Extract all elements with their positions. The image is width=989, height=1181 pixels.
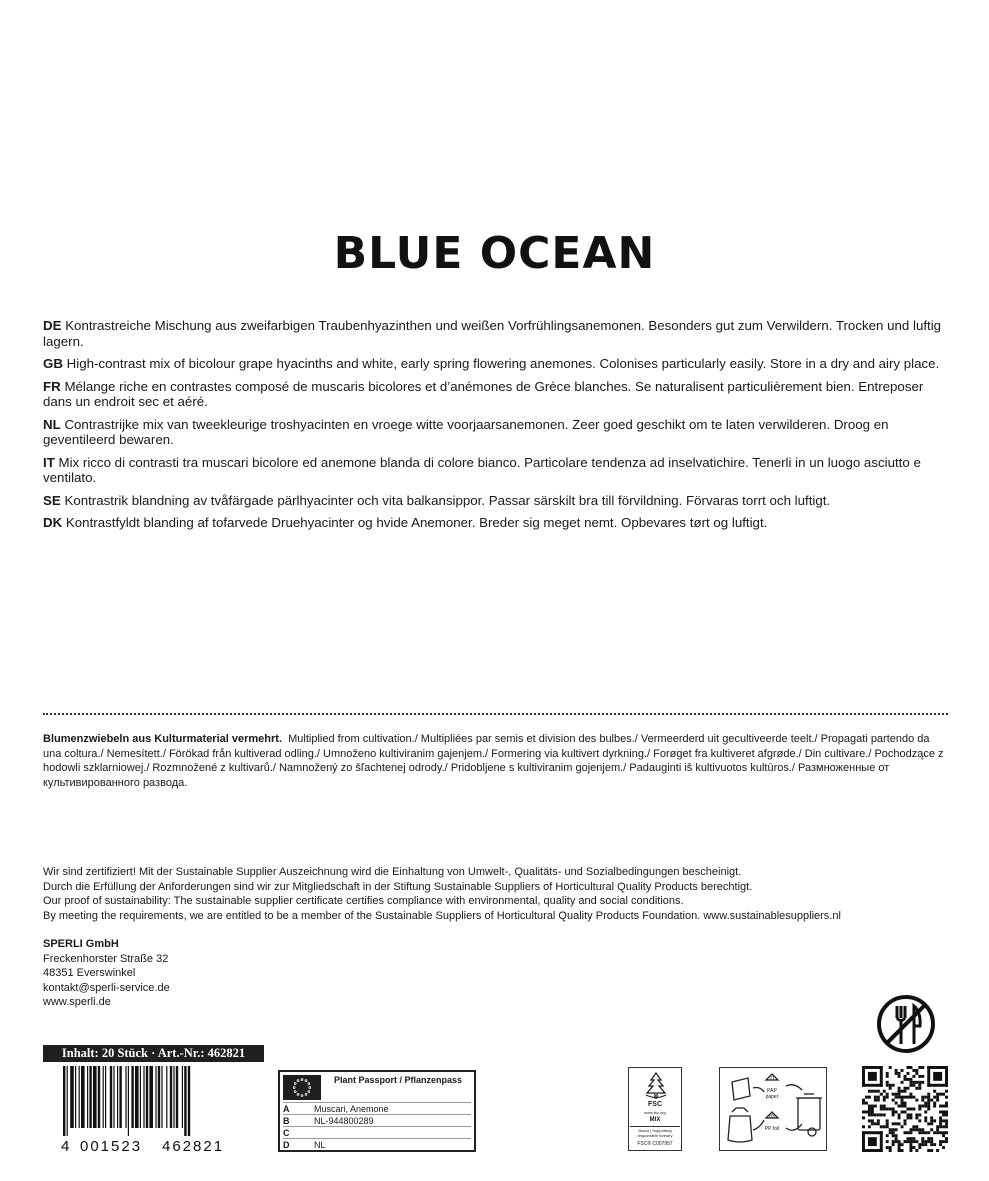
description-fr: FR Mélange riche en contrastes composé de muscaris bicolores et d’anémones de Grèce blanches. Se naturalisent particulièrement bien. Entreposer dans un endroit sec et aéré.	[43, 378, 924, 409]
fsc-tree-icon	[643, 1072, 669, 1100]
cert-line: Durch die Erfüllung der Anforderungen sind wir zur Mitgliedschaft in der Stiftung Sustainable Suppliers of Horticultural Quality Products berechtigt.	[43, 880, 753, 893]
fsc-claim: Board | Supporting responsible forestry	[630, 1126, 680, 1138]
fsc-label	[628, 1067, 682, 1151]
fsc-site: www.fsc.org	[644, 1110, 666, 1115]
eu-flag-icon	[283, 1075, 321, 1100]
product-title: BLUE OCEAN	[333, 228, 656, 279]
company-street: Freckenhorster Straße 32	[43, 952, 169, 965]
company-email[interactable]: kontakt@sperli-service.de	[43, 981, 170, 994]
fsc-code: FSC® C007957	[637, 1141, 673, 1147]
fsc-text: FSC	[648, 1101, 662, 1108]
cert-line: By meeting the requirements, we are entitled to be a member of the Sustainable Suppliers of Horticultural Quality Products Foundation. www.sustainablesuppliers.nl	[43, 909, 841, 922]
description-de: DE Kontrastreiche Mischung aus zweifarbigen Traubenhyazinthen und weißen Vorfrühlingsanemonen. Besonders gut zum Verwildern. Trocken und luftig lagern.	[43, 318, 942, 349]
passport-row-c: C	[283, 1126, 471, 1139]
content-article-badge: Inhalt: 20 Stück · Art.-Nr.: 462821	[43, 1045, 264, 1062]
barcode-digits-right: 462821	[162, 1138, 225, 1155]
description-dk: DK Kontrastfyldt blanding af tofarvede Druehyacinter og hvide Anemoner. Breder sig meget nemt. Opbevares tørt og luftigt.	[43, 515, 768, 530]
company-city: 48351 Everswinkel	[43, 967, 136, 979]
barcode-digit-first: 4	[61, 1138, 72, 1155]
paper-label: PAP paper	[765, 1088, 779, 1100]
cert-line: Our proof of sustainability: The sustainable supplier certificate certifies compliance with environmental, quality and social conditions.	[43, 895, 684, 907]
passport-row-d: D NL	[283, 1138, 471, 1151]
pp-code: 05	[769, 1114, 775, 1120]
company-website[interactable]: www.sperli.de	[43, 996, 111, 1008]
description-it: IT Mix ricco di contrasti tra muscari bicolore ed anemone blanda di colore bianco. Particolare tendenza ad inselvatichire. Tenerli in un luogo asciutto e ventilato.	[43, 454, 921, 485]
barcode-icon	[43, 1066, 243, 1136]
dotted-divider	[43, 713, 948, 715]
recycling-label	[719, 1067, 827, 1151]
company-name: SPERLI GmbH	[43, 938, 119, 950]
description-gb: GB High-contrast mix of bicolour grape hyacinths and white, early spring flowering anemones. Colonises particularly easily. Store in a dry and airy place.	[43, 356, 940, 371]
pp-label: PP foil	[764, 1126, 780, 1132]
passport-row-a: A Muscari, Anemone	[283, 1102, 471, 1115]
fsc-mix: MIX	[649, 1117, 661, 1123]
passport-title: Plant Passport / Pflanzenpass	[333, 1075, 463, 1085]
paper-code: 21	[769, 1076, 775, 1082]
company-address	[43, 937, 170, 1010]
description-se: SE Kontrastrik blandning av tvåfärgade pärlhyacinter och vita balkansippor. Passar särskilt bra till förvildning. Förvaras torrt och luftigt.	[43, 492, 831, 508]
passport-row-b: B NL-944800289	[283, 1114, 471, 1127]
plant-passport	[278, 1070, 476, 1152]
description-nl: NL Contrastrijke mix van tweekleurige troshyacinten en vroege witte voorjaarsanemonen. Zeer goed geschikt om te laten verwilderen. Droog en geventileerd bewaren.	[43, 416, 889, 447]
cultivation-note: Blumenzwiebeln aus Kulturmaterial vermehrt. Multiplied from cultivation./ Multipliées par semis et division des bulbes./ Vermeerderd uit gecultiveerde teelt./ Propagati partendo da una coltura./ Nemesített./ Förökad från kultiverad odling./ Umnoženo kultiviranim gajenjem./ Formering via kultivert dyrkning./ Forøget fra kultiveret afgrøde./ Din cultivare./ Pochodzące z hodowli szklarniowej./ Rozmnožené z kultivarů./ Namnožený zo šľachtenej odrody./ Pridobljene s kultiviranim gojenjem./ Padauginti iš kultivuotos kultūros./ Размноженные от культивированного развода.	[43, 733, 944, 789]
certification-note	[43, 865, 948, 923]
descriptions	[43, 318, 948, 538]
no-food-icon	[874, 992, 938, 1056]
barcode-digits-left: 001523	[80, 1138, 143, 1155]
cert-line: Wir sind zertifiziert! Mit der Sustainable Supplier Auszeichnung wird die Einhaltung von Umwelt-, Qualitäts- und Sozialbedingungen bescheinigt.	[43, 866, 742, 878]
qr-code-icon	[862, 1066, 948, 1152]
